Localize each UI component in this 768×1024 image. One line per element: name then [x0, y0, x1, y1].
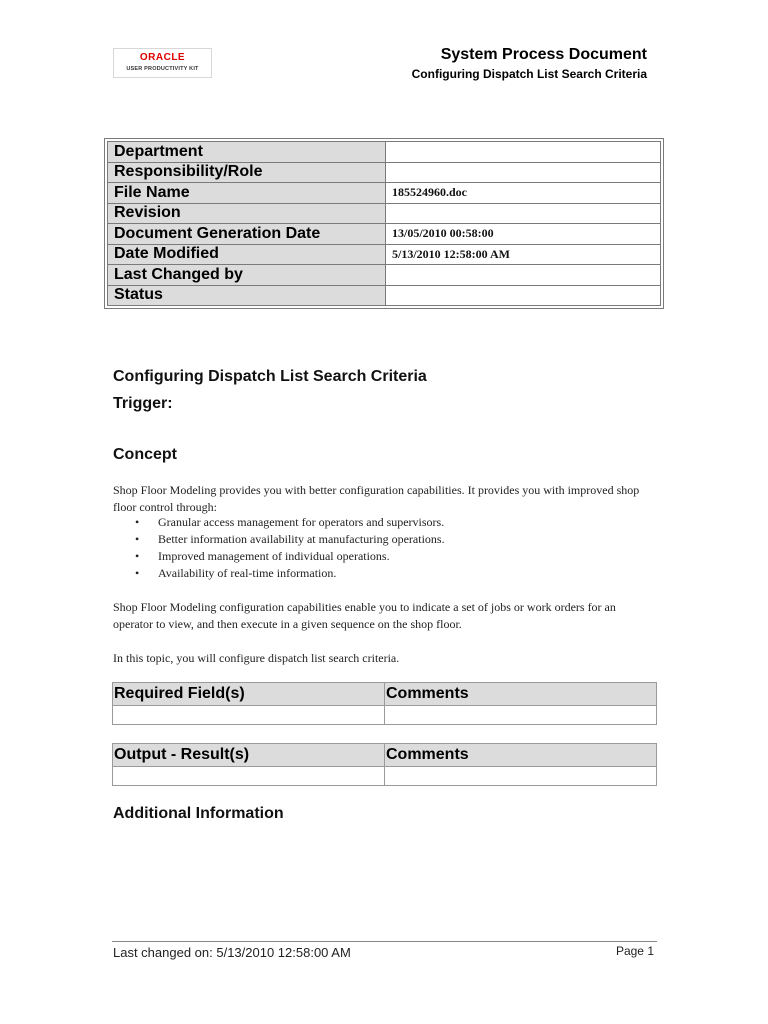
output-results-table	[112, 743, 657, 786]
info-value: 13/05/2010 00:58:00	[386, 224, 661, 245]
bullet-icon: •	[135, 549, 140, 563]
info-label: Last Changed by	[108, 265, 386, 286]
info-row-file-name	[108, 183, 661, 204]
logo-brand-text: ORACLE	[139, 52, 186, 63]
info-label: Responsibility/Role	[108, 162, 386, 183]
list-item	[135, 531, 445, 548]
list-item	[135, 548, 445, 565]
concept-paragraph-2: Shop Floor Modeling configuration capabilities enable you to indicate a set of jobs or work orders for an operator to view, and then execute in a given sequence on the shop floor.	[113, 600, 616, 631]
table-cell	[385, 767, 657, 786]
info-row-date-modified	[108, 244, 661, 265]
list-item	[135, 565, 445, 582]
info-value: 5/13/2010 12:58:00 AM	[386, 244, 661, 265]
column-header-output-results: Output - Result(s)	[113, 744, 385, 767]
bullet-text: Availability of real-time information.	[158, 566, 337, 580]
info-value: 185524960.doc	[386, 183, 661, 204]
table-cell	[113, 706, 385, 725]
concept-intro: Shop Floor Modeling provides you with better configuration capabilities. It provides you with improved shop floor control through:	[113, 483, 640, 514]
table-row	[113, 706, 657, 725]
table-cell	[113, 767, 385, 786]
info-label: Department	[108, 142, 386, 163]
info-row-last-changed-by	[108, 265, 661, 286]
table-header-row	[113, 683, 657, 706]
additional-information-heading: Additional Information	[113, 805, 284, 822]
footer-last-changed: Last changed on: 5/13/2010 12:58:00 AM	[113, 945, 351, 960]
concept-heading: Concept	[113, 446, 177, 463]
section-title: Configuring Dispatch List Search Criteria	[113, 368, 427, 385]
info-value	[386, 265, 661, 286]
required-fields-table	[112, 682, 657, 725]
info-row-status	[108, 285, 661, 306]
list-item	[135, 514, 445, 531]
info-value	[386, 203, 661, 224]
bullet-text: Granular access management for operators and supervisors.	[158, 515, 445, 529]
footer-divider	[112, 941, 657, 942]
info-row-revision	[108, 203, 661, 224]
document-info-table	[104, 138, 664, 309]
table-cell	[385, 706, 657, 725]
table-row	[113, 767, 657, 786]
bullet-text: Improved management of individual operations.	[158, 549, 390, 563]
column-header-comments: Comments	[385, 744, 657, 767]
document-subtitle: Configuring Dispatch List Search Criteria	[411, 67, 647, 81]
logo-sub-text: USER PRODUCTIVITY KIT	[126, 66, 199, 72]
column-header-required-fields: Required Field(s)	[113, 683, 385, 706]
info-label: Document Generation Date	[108, 224, 386, 245]
bullet-text: Better information availability at manufacturing operations.	[158, 532, 445, 546]
trigger-heading: Trigger:	[113, 395, 173, 412]
info-value	[386, 285, 661, 306]
table-header-row	[113, 744, 657, 767]
concept-bullet-list	[135, 514, 445, 582]
column-header-comments: Comments	[385, 683, 657, 706]
info-row-department	[108, 142, 661, 163]
bullet-icon: •	[135, 566, 140, 580]
info-label: Revision	[108, 203, 386, 224]
info-value	[386, 142, 661, 163]
info-label: File Name	[108, 183, 386, 204]
document-title: System Process Document	[440, 46, 647, 63]
footer-page-number: Page 1	[615, 944, 654, 958]
bullet-icon: •	[135, 515, 140, 529]
concept-paragraph-3: In this topic, you will configure dispatch list search criteria.	[113, 651, 400, 665]
info-label: Status	[108, 285, 386, 306]
info-row-generation-date	[108, 224, 661, 245]
info-row-responsibility	[108, 162, 661, 183]
oracle-upk-logo	[113, 48, 212, 78]
bullet-icon: •	[135, 532, 140, 546]
info-label: Date Modified	[108, 244, 386, 265]
info-value	[386, 162, 661, 183]
